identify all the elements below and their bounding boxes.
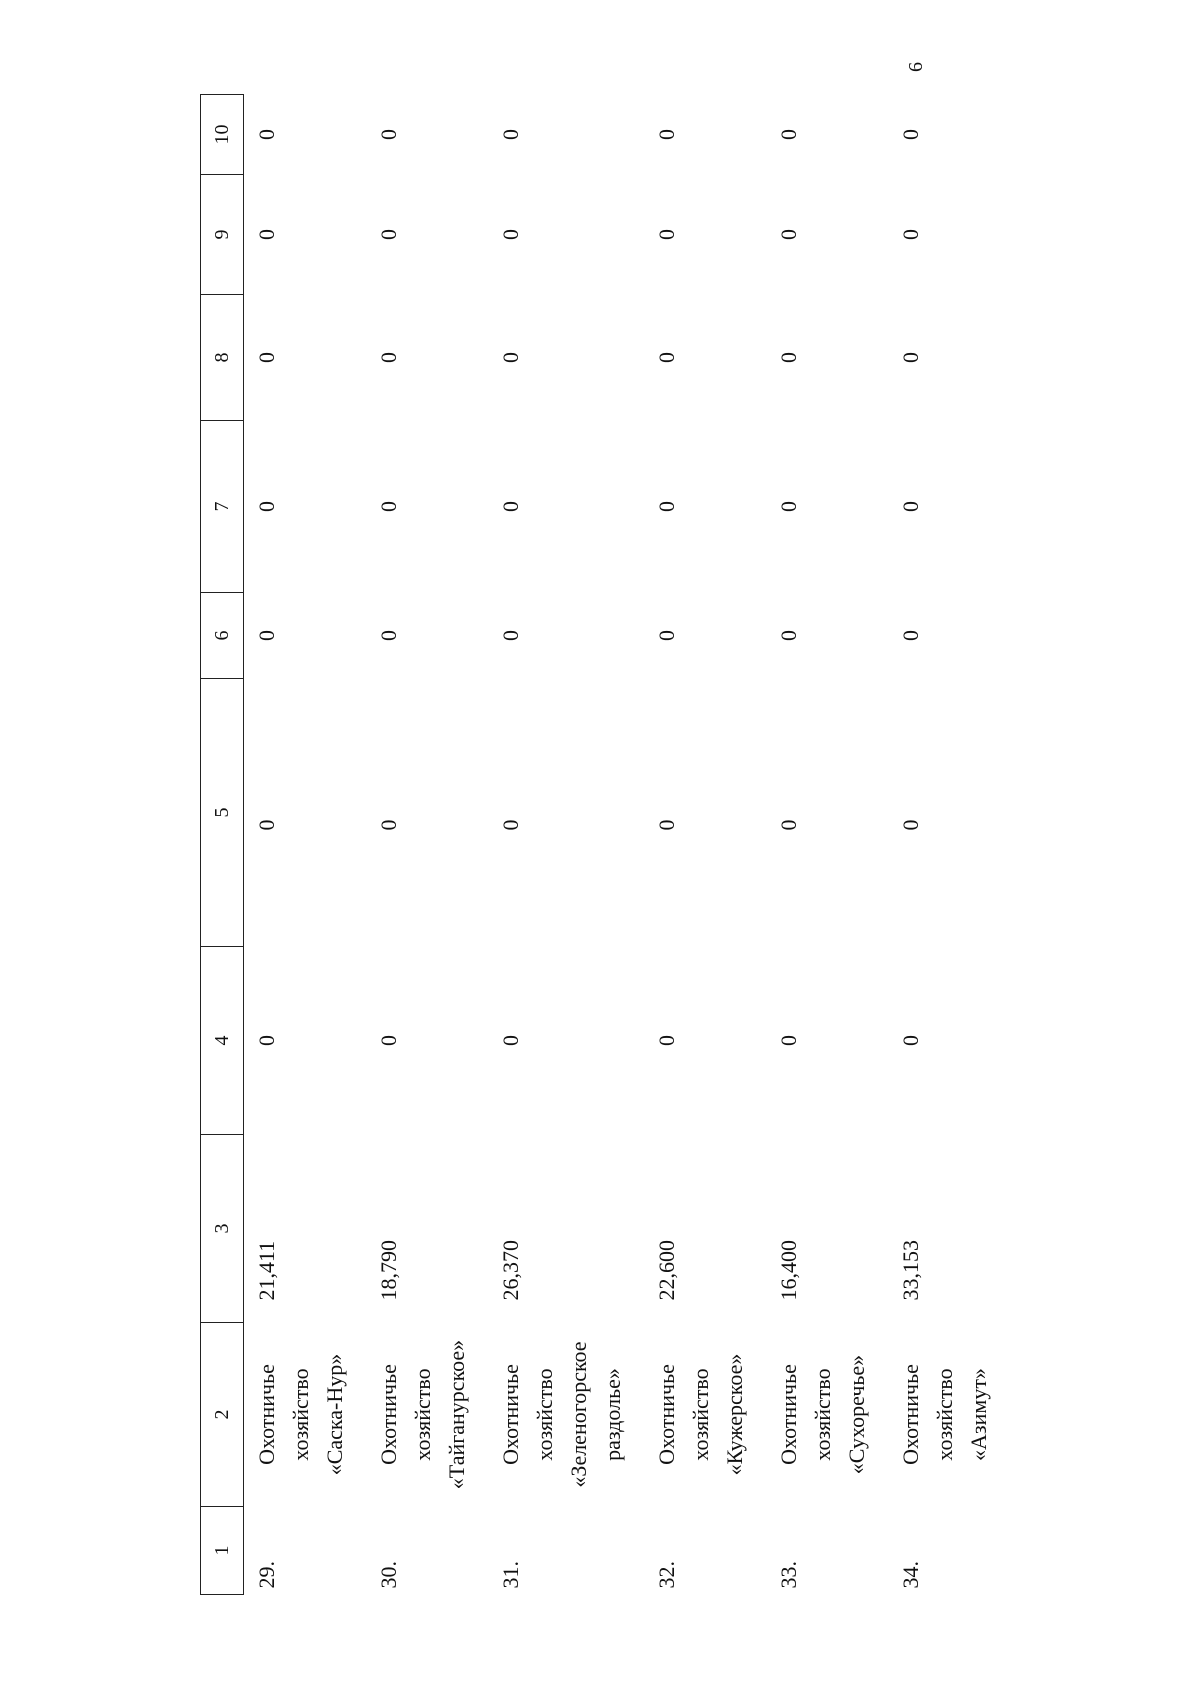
value-c5: 0 <box>776 819 801 831</box>
name-line: хозяйство <box>288 1368 313 1461</box>
row-number: 30. <box>376 1561 401 1589</box>
column-header-2: 2 <box>201 1323 244 1507</box>
value-c5: 0 <box>498 819 523 831</box>
document-table-rotated <box>200 95 1200 1595</box>
value-c7: 0 <box>254 501 279 512</box>
value-c7: 0 <box>498 501 523 512</box>
value-c9: 0 <box>254 229 279 240</box>
value-c4: 0 <box>376 1035 401 1046</box>
column-header-7: 7 <box>201 421 244 593</box>
value-c9: 0 <box>376 229 401 240</box>
name-line: раздолье» <box>600 1368 625 1461</box>
area-value: 18,790 <box>376 1240 401 1301</box>
value-c4: 0 <box>898 1035 923 1046</box>
value-c4: 0 <box>776 1035 801 1046</box>
row-number: 32. <box>654 1561 679 1589</box>
name-line: хозяйство <box>688 1368 713 1461</box>
value-c6: 0 <box>654 630 679 641</box>
hunting-ground-name <box>752 1323 874 1507</box>
value-c9: 0 <box>776 229 801 240</box>
hunting-ground-name <box>630 1323 752 1507</box>
name-line: Охотничье <box>654 1364 679 1465</box>
value-c7: 0 <box>898 501 923 512</box>
value-c10: 0 <box>254 129 279 140</box>
column-number-header-row <box>201 95 244 1595</box>
value-c4: 0 <box>254 1035 279 1046</box>
value-c9: 0 <box>898 229 923 240</box>
value-c7: 0 <box>776 501 801 512</box>
name-line: хозяйство <box>532 1368 557 1461</box>
column-header-6: 6 <box>201 593 244 679</box>
value-c5: 0 <box>898 819 923 831</box>
value-c5: 0 <box>254 819 279 831</box>
column-header-8: 8 <box>201 295 244 421</box>
table-body <box>244 95 997 1595</box>
value-c6: 0 <box>776 630 801 641</box>
name-line: хозяйство <box>410 1368 435 1461</box>
value-c10: 0 <box>898 129 923 140</box>
value-c6: 0 <box>254 630 279 641</box>
column-header-4: 4 <box>201 947 244 1135</box>
column-header-1: 1 <box>201 1507 244 1595</box>
name-line: «Азимут» <box>966 1368 991 1461</box>
row-number: 34. <box>898 1561 923 1589</box>
value-c8: 0 <box>776 352 801 363</box>
value-c8: 0 <box>376 352 401 363</box>
value-c5: 0 <box>376 819 401 831</box>
table-row <box>352 95 474 1595</box>
value-c5: 0 <box>654 819 679 831</box>
hunting-ground-name <box>352 1323 474 1507</box>
value-c10: 0 <box>498 129 523 140</box>
value-c8: 0 <box>498 352 523 363</box>
name-line: «Кужерское» <box>722 1353 747 1476</box>
name-line: Охотничье <box>898 1364 923 1465</box>
value-c8: 0 <box>898 352 923 363</box>
value-c10: 0 <box>654 129 679 140</box>
value-c10: 0 <box>776 129 801 140</box>
value-c6: 0 <box>498 630 523 641</box>
hunting-ground-name <box>244 1323 353 1507</box>
name-line: Охотничье <box>254 1364 279 1465</box>
name-line: Охотничье <box>498 1364 523 1465</box>
name-line: хозяйство <box>932 1368 957 1461</box>
area-value: 33,153 <box>898 1240 923 1301</box>
page-number: 6 <box>905 62 927 72</box>
column-header-5: 5 <box>201 679 244 947</box>
column-header-9: 9 <box>201 175 244 295</box>
table-row <box>244 95 353 1595</box>
value-c9: 0 <box>498 229 523 240</box>
area-value: 26,370 <box>498 1240 523 1301</box>
column-header-10: 10 <box>201 95 244 175</box>
name-line: «Зеленогорское <box>566 1341 591 1488</box>
name-line: хозяйство <box>810 1368 835 1461</box>
table-row <box>630 95 752 1595</box>
name-line: «Тайганурское» <box>444 1339 469 1490</box>
name-line: Охотничье <box>376 1364 401 1465</box>
row-number: 31. <box>498 1561 523 1589</box>
value-c8: 0 <box>254 352 279 363</box>
table-row <box>474 95 630 1595</box>
hunting-ground-name <box>474 1323 630 1507</box>
value-c7: 0 <box>654 501 679 512</box>
column-header-3: 3 <box>201 1135 244 1323</box>
hunting-ground-name <box>874 1323 996 1507</box>
hunting-grounds-table <box>200 94 996 1595</box>
area-value: 21,411 <box>254 1240 279 1301</box>
value-c4: 0 <box>654 1035 679 1046</box>
value-c7: 0 <box>376 501 401 512</box>
area-value: 16,400 <box>776 1240 801 1301</box>
row-number: 33. <box>776 1561 801 1589</box>
area-value: 22,600 <box>654 1240 679 1301</box>
name-line: «Саска-Нур» <box>322 1353 347 1476</box>
table-row <box>874 95 996 1595</box>
value-c8: 0 <box>654 352 679 363</box>
table-row <box>752 95 874 1595</box>
name-line: «Сухоречье» <box>844 1354 869 1475</box>
row-number: 29. <box>254 1561 279 1589</box>
value-c6: 0 <box>898 630 923 641</box>
value-c4: 0 <box>498 1035 523 1046</box>
value-c10: 0 <box>376 129 401 140</box>
value-c9: 0 <box>654 229 679 240</box>
value-c6: 0 <box>376 630 401 641</box>
name-line: Охотничье <box>776 1364 801 1465</box>
